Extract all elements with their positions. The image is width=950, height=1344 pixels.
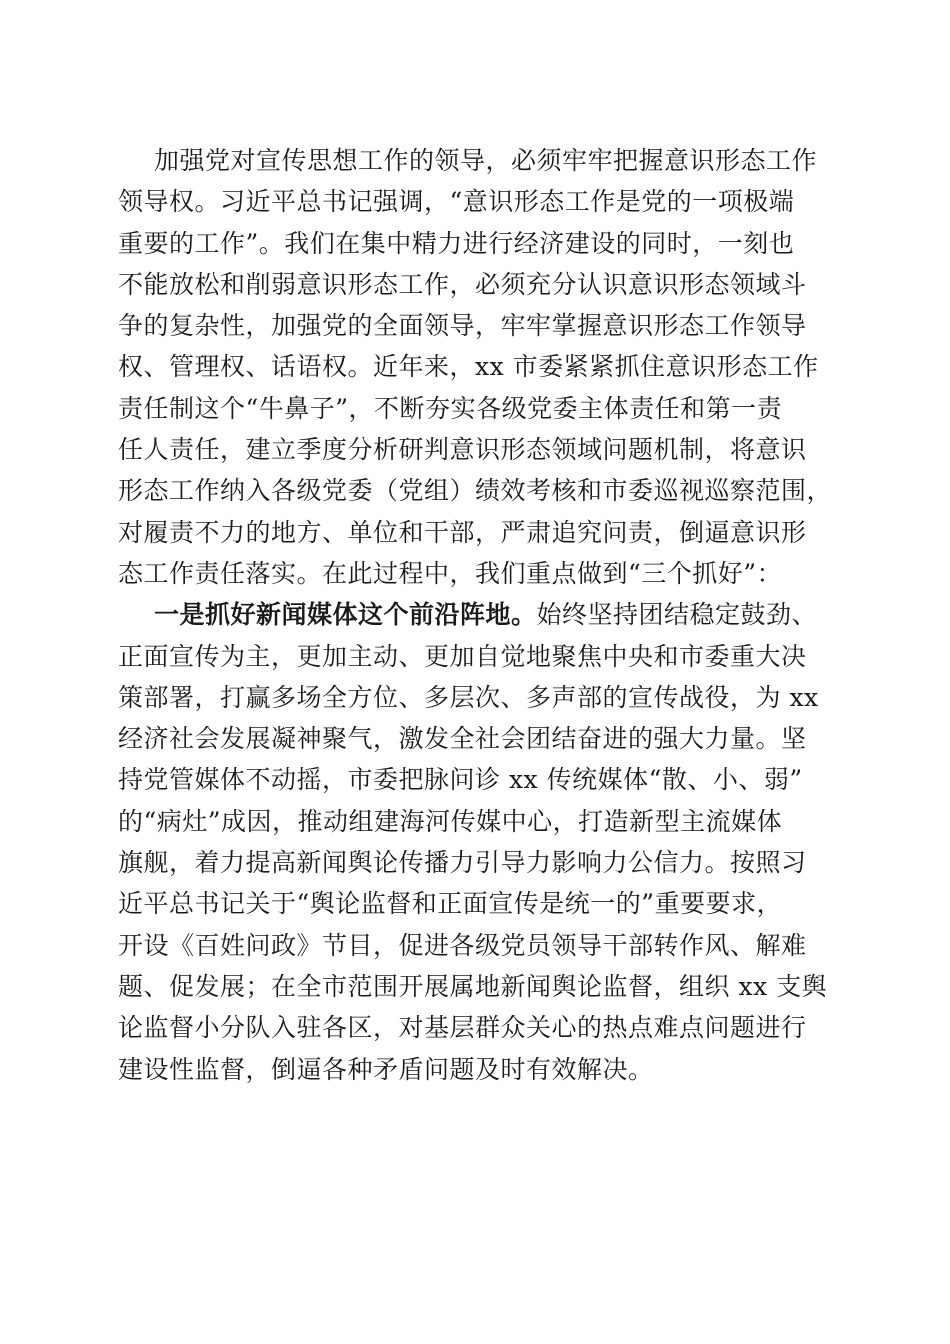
paragraph-line: 形态工作纳入各级党委（党组）绩效考核和市委巡视巡察范围，: [118, 476, 833, 506]
paragraph-line: 经济社会发展凝神聚气，激发全社会团结奋进的强大力量。坚: [118, 724, 807, 754]
paragraph-line: 态工作责任落实。在此过程中，我们重点做到“三个抓好”：: [118, 558, 783, 588]
paragraph-line: 争的复杂性，加强党的全面领导，牢牢掌握意识形态工作领导: [118, 311, 807, 341]
paragraph-1: [118, 140, 838, 594]
paragraph-line: 加强党对宣传思想工作的领导，必须牢牢把握意识形态工作: [154, 146, 818, 175]
paragraph-line: 建设性监督，倒逼各种矛盾问题及时有效解决。: [118, 1054, 654, 1084]
paragraph-line: 任人责任，建立季度分析研判意识形态领域问题机制，将意识: [118, 435, 807, 465]
paragraph-line: 开设《百姓问政》节目，促进各级党员领导干部转作风、解难: [118, 930, 807, 960]
paragraph-line: 旗舰，着力提高新闻舆论传播力引导力影响力公信力。按照习: [118, 848, 807, 878]
paragraph-line: 权、管理权、话语权。近年来，xx 市委紧紧抓住意识形态工作: [118, 352, 819, 382]
paragraph-line: 正面宣传为主，更加主动、更加自觉地聚焦中央和市委重大决: [118, 641, 807, 671]
paragraph-line: 不能放松和削弱意识形态工作，必须充分认识意识形态领域斗: [118, 269, 807, 299]
paragraph-2: [118, 594, 838, 1090]
paragraph-line-rest: 始终坚持团结稳定鼓劲、: [536, 600, 818, 630]
paragraph-line: 领导权。习近平总书记强调，“意识形态工作是党的一项极端: [118, 187, 795, 217]
paragraph-line: 策部署，打赢多场全方位、多层次、多声部的宣传战役，为 xx: [118, 682, 819, 712]
paragraph-line: [118, 594, 838, 635]
paragraph-line: 对履责不力的地方、单位和干部，严肃追究问责，倒逼意识形: [118, 517, 807, 547]
paragraph-line: 持党管媒体不动摇，市委把脉问诊 xx 传统媒体“散、小、弱”: [118, 765, 803, 795]
paragraph-line: 论监督小分队入驻各区，对基层群众关心的热点难点问题进行: [118, 1013, 807, 1043]
section-heading: 一是抓好新闻媒体这个前沿阵地。: [154, 600, 537, 630]
paragraph-line: 的“病灶”成因，推动组建海河传媒中心，打造新型主流媒体: [118, 806, 783, 836]
paragraph-line: 责任制这个“牛鼻子”，不断夯实各级党委主体责任和第一责: [118, 393, 783, 423]
document-body: [118, 140, 838, 1090]
paragraph-line: 近平总书记关于“舆论监督和正面宣传是统一的”重要要求，: [118, 889, 783, 919]
paragraph-line: 重要的工作”。我们在集中精力进行经济建设的同时，一刻也: [118, 228, 795, 258]
paragraph-line: 题、促发展；在全市范围开展属地新闻舆论监督，组织 xx 支舆: [118, 971, 828, 1001]
